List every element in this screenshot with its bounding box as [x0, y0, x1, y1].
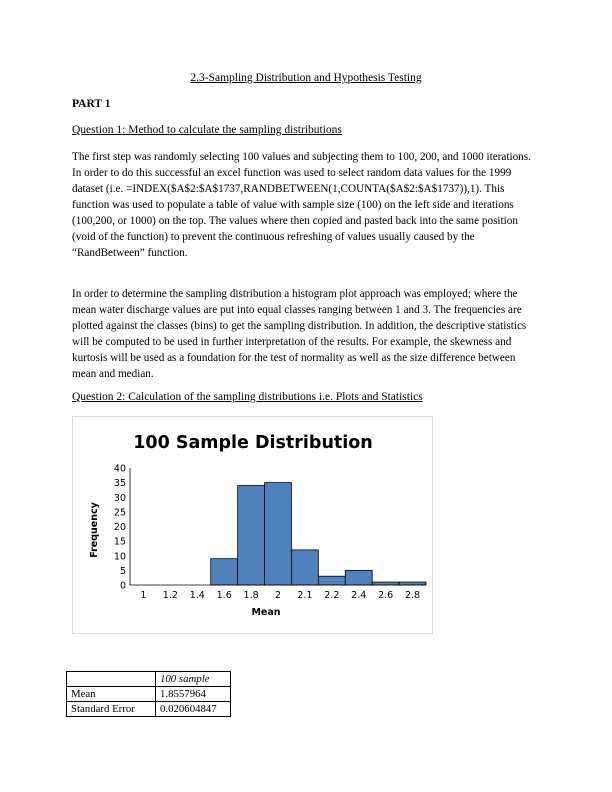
- x-tick-label: 2.1: [297, 590, 313, 601]
- table-header-cell: 100 sample: [156, 672, 231, 687]
- table-header-row: [67, 672, 231, 687]
- paragraph-method: The first step was randomly selecting 100 values and subjecting them to 100, 200, and 1000 iterations. In order to do this successful an excel function was used to select random data values for the 1999 dataset (i.e. =INDEX($A$2:$A$1737,RANDBETWEEN(1,COUNTA($A$2:$A$1737)),1). This function was used to populate a table of value with sample size (100) on the left side and iterations (100,200, or 1000) on the top. The values where then copied and pasted back into the same position (void of the function) to prevent the continuous refreshing of values usually caused by the “RandBetween” function.: [72, 151, 531, 259]
- y-axis-label: Frequency: [89, 502, 100, 558]
- x-tick-label: 2.4: [351, 590, 367, 601]
- document-title: 2.3-Sampling Distribution and Hypothesis Testing: [190, 72, 422, 84]
- y-tick-label: 20: [113, 522, 126, 533]
- row-value: 1.8557964: [156, 687, 231, 702]
- table-corner-cell: [67, 672, 156, 687]
- histogram-bar: [318, 576, 345, 585]
- histogram-bar: [399, 582, 426, 585]
- x-tick-label: 1.6: [216, 590, 232, 601]
- histogram-bar: [345, 570, 372, 585]
- y-tick-label: 5: [119, 565, 126, 577]
- statistics-table: [66, 671, 231, 717]
- y-tick-label: 40: [113, 463, 126, 475]
- part-heading: PART 1: [72, 98, 111, 110]
- x-tick-label: 2: [274, 590, 282, 601]
- x-tick-label: 2.2: [324, 590, 340, 601]
- row-label: Standard Error: [67, 702, 156, 717]
- histogram-bar: [372, 582, 399, 585]
- x-axis-label: Mean: [251, 607, 281, 618]
- chart-title: 100 Sample Distribution: [133, 433, 373, 453]
- x-tick-label: 2.6: [378, 590, 394, 601]
- row-label: Mean: [67, 687, 156, 702]
- y-tick-label: 15: [113, 536, 126, 548]
- table-row: [67, 702, 231, 717]
- row-value: 0.020604847: [156, 702, 231, 717]
- x-tick-label: 2.8: [404, 590, 421, 601]
- y-tick-label: 10: [113, 551, 126, 563]
- histogram-bar: [238, 486, 265, 585]
- x-tick-label: 1: [140, 590, 147, 601]
- histogram-bar: [291, 550, 318, 585]
- x-tick-label: 1.2: [162, 590, 178, 601]
- x-tick-label: 1.4: [189, 590, 205, 601]
- paragraph-histogram: In order to determine the sampling distribution a histogram plot approach was employed; where the mean water discharge values are put into equal classes ranging between 1 and 3. The frequencies are plotted against the classes (bins) to get the sampling distribution. In addition, the descriptive statistics will be computed to be used in further interpretation of the results. For example, the skewness and kurtosis will be used as a foundation for the test of normality as well as the size difference between mean and median.: [72, 288, 527, 380]
- table-row: [67, 687, 231, 702]
- y-tick-label: 0: [119, 580, 126, 592]
- histogram-bar: [211, 559, 238, 585]
- histogram-chart: [72, 416, 433, 634]
- y-tick-label: 30: [113, 492, 126, 504]
- question-2-heading: Question 2: Calculation of the sampling distributions i.e. Plots and Statistics: [72, 391, 423, 403]
- x-tick-label: 1.8: [243, 590, 259, 601]
- histogram-bar: [265, 483, 292, 585]
- histogram-svg: [73, 417, 432, 633]
- question-1-heading: Question 1: Method to calculate the sampling distributions: [72, 124, 342, 136]
- y-tick-label: 25: [113, 507, 126, 519]
- y-tick-label: 35: [113, 478, 126, 490]
